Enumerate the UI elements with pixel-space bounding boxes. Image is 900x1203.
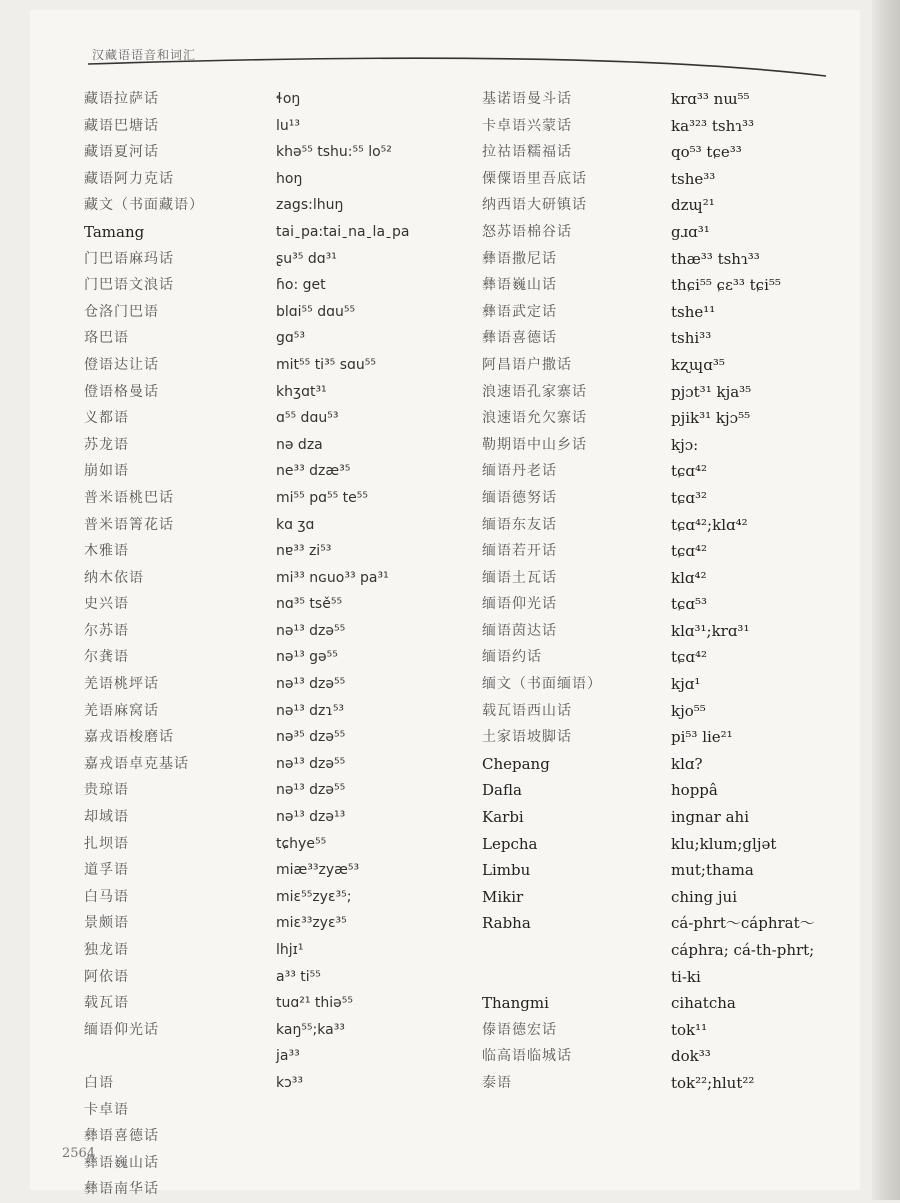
word-form: ɑ⁵⁵ dɑu⁵³ (276, 410, 339, 427)
language-name: 拉祜语糯福话 (482, 144, 572, 161)
word-form: tshe³³ (671, 169, 716, 188)
language-name: 嘉戎语卓克基话 (84, 755, 189, 772)
language-name: Thangmi (482, 994, 549, 1013)
word-form: taiˍpa:taiˍnaˍlaˍpa (276, 223, 410, 240)
language-name: 傈僳语里吾底话 (482, 170, 587, 187)
word-form: krɑ³³ nɯ⁵⁵ (671, 90, 750, 108)
language-name: Lepcha (482, 834, 538, 853)
language-name: 尔龚语 (84, 649, 129, 666)
language-name: 缅语仰光话 (84, 1021, 159, 1038)
word-form: tɕɑ⁴² (671, 542, 708, 561)
word-form: hoŋ (276, 170, 303, 187)
word-form: ne³³ dzæ³⁵ (276, 463, 351, 480)
word-form: kɔ³³ (276, 1074, 304, 1091)
word-form: klu;klum;gljət (671, 834, 777, 853)
language-name: Tamang (84, 222, 145, 241)
language-name: 仓洛门巴语 (84, 303, 159, 320)
word-form: nə¹³ dzə⁵⁵ (276, 782, 346, 799)
word-form: kɑ ʒɑ (276, 516, 315, 533)
word-form: thæ³³ tshɿ³³ (671, 249, 760, 268)
language-name: 义都语 (84, 410, 129, 427)
word-form: pjik³¹ kjɔ⁵⁵ (671, 409, 751, 428)
word-form: ti-ki (671, 967, 701, 986)
running-header: 汉藏语语音和词汇 (92, 48, 197, 62)
word-form: dzɰ²¹ (671, 196, 715, 215)
word-form: pi⁵³ lie²¹ (671, 728, 733, 747)
word-form: tuɑ²¹ thiə⁵⁵ (276, 995, 354, 1012)
language-name: Dafla (482, 781, 522, 800)
word-form: hoppâ (671, 781, 718, 800)
word-form: pjɔt³¹ kja³⁵ (671, 382, 752, 401)
language-name: 彝语巍山话 (482, 277, 557, 294)
word-form: tɕɑ³² (671, 488, 708, 507)
language-name: 泰语 (482, 1074, 512, 1091)
language-name: 缅语丹老话 (482, 463, 557, 480)
word-form: ɬoŋ (276, 91, 301, 107)
language-name: 贵琼语 (84, 782, 129, 799)
language-name: 彝语撒尼话 (482, 250, 557, 267)
language-name: 藏语夏河话 (84, 144, 159, 161)
word-form: ching jui (671, 887, 737, 906)
word-form: tɕhye⁵⁵ (276, 835, 327, 852)
language-name (482, 964, 662, 991)
word-form: miæ³³zyæ⁵³ (276, 862, 360, 879)
word-form: miɛ³³zyɛ³⁵ (276, 915, 347, 932)
language-name (84, 1043, 264, 1070)
header-rule (88, 48, 828, 88)
word-form: tshi³³ (671, 329, 712, 348)
word-column-left (276, 86, 476, 1097)
language-name: 缅语若开话 (482, 543, 557, 560)
word-form: nə³⁵ dzə⁵⁵ (276, 729, 346, 746)
word-form: cihatcha (671, 994, 736, 1013)
language-name: 羌语桃坪话 (84, 676, 159, 693)
word-form: cáphra; cá-th-phrt; (671, 941, 815, 959)
language-name: 载瓦语西山话 (482, 702, 572, 719)
word-form: ka³²³ tshɿ³³ (671, 116, 755, 135)
language-name: 缅文（书面缅语） (482, 676, 602, 693)
word-form: tɕɑ⁴²;klɑ⁴² (671, 515, 748, 534)
word-form: nə¹³ gə⁵⁵ (276, 649, 338, 666)
language-name: 阿依语 (84, 968, 129, 985)
word-form: tok²²;hlut²² (671, 1073, 755, 1092)
language-name: 卡卓语兴蒙话 (482, 117, 572, 134)
word-form: nɑ³⁵ tsě⁵⁵ (276, 596, 343, 613)
language-name: 土家语坡脚话 (482, 729, 572, 746)
word-form: kjo⁵⁵ (671, 701, 706, 720)
language-name: Karbi (482, 808, 524, 827)
language-name: 藏语巴塘话 (84, 117, 159, 134)
word-form: tshe¹¹ (671, 302, 716, 321)
language-name: 门巴语文浪话 (84, 277, 174, 294)
language-name: 傣语德宏话 (482, 1021, 557, 1038)
word-form: kjɔ: (671, 435, 699, 454)
word-form: ʂu³⁵ dɑ³¹ (276, 250, 337, 267)
language-name: 临高语临城话 (482, 1048, 572, 1065)
word-form: khə⁵⁵ tshu:⁵⁵ lo⁵² (276, 144, 392, 161)
language-name: 彝语喜德话 (482, 330, 557, 347)
language-name: 基诺语曼斗话 (482, 91, 572, 107)
language-name: 苏龙语 (84, 436, 129, 453)
word-form: mi⁵⁵ pɑ⁵⁵ te⁵⁵ (276, 489, 368, 506)
word-form: tɕɑ⁴² (671, 462, 708, 481)
language-name: 羌语麻窝话 (84, 702, 159, 719)
language-name: 纳木依语 (84, 569, 144, 586)
word-form: nə¹³ dzə⁵⁵ (276, 676, 346, 693)
word-form: mi³³ nɢuo³³ pa³¹ (276, 569, 389, 586)
word-form: klɑ³¹;krɑ³¹ (671, 621, 750, 640)
word-form: kaŋ⁵⁵;ka³³ (276, 1021, 345, 1038)
language-column-left (84, 86, 264, 1203)
word-form: nə¹³ dzə⁵⁵ (276, 755, 346, 772)
language-name: 缅语茵达话 (482, 622, 557, 639)
word-form: qo⁵³ tɕe³³ (671, 143, 742, 162)
word-form: mut;thama (671, 861, 754, 880)
language-name: 浪速语孔家寨话 (482, 383, 587, 400)
language-name: 独龙语 (84, 942, 129, 958)
word-form: kjɑ¹ (671, 675, 701, 694)
language-name: 彝语喜德话 (84, 1128, 159, 1145)
language-name: 纳西语大研镇话 (482, 197, 587, 214)
word-form: lhjɪ¹ (276, 942, 304, 958)
word-form: nə¹³ dzə¹³ (276, 809, 346, 826)
word-form: nə¹³ dzɿ⁵³ (276, 702, 345, 719)
language-name: 白马语 (84, 888, 129, 905)
language-name: 景颇语 (84, 915, 129, 932)
page-edge (872, 0, 900, 1200)
word-form: khʒɑt³¹ (276, 383, 327, 400)
language-name: 缅语土瓦话 (482, 569, 557, 586)
language-name: Chepang (482, 754, 550, 773)
language-name: 普米语箐花话 (84, 516, 174, 533)
language-column-right (482, 86, 662, 1097)
word-form: tok¹¹ (671, 1020, 708, 1039)
language-name: 木雅语 (84, 543, 129, 560)
word-form: zags:lhuŋ (276, 197, 344, 214)
language-name: Rabha (482, 914, 531, 933)
word-form: tɕɑ⁴² (671, 648, 708, 667)
word-form: nə dza (276, 436, 323, 453)
word-form: tɕɑ⁵³ (671, 595, 708, 614)
language-name: 阿昌语户撒话 (482, 356, 572, 373)
language-name: 浪速语允欠寨话 (482, 410, 587, 427)
language-name: 藏语拉萨话 (84, 91, 159, 107)
language-name: Mikir (482, 887, 524, 906)
language-name: 珞巴语 (84, 330, 129, 347)
language-name: 怒苏语棉谷话 (482, 223, 572, 240)
language-name: 勒期语中山乡话 (482, 436, 587, 453)
language-name: 僜语格曼话 (84, 383, 159, 400)
language-name: 缅语仰光话 (482, 596, 557, 613)
word-form: nə¹³ dzə⁵⁵ (276, 622, 346, 639)
word-form: blɑi⁵⁵ dɑu⁵⁵ (276, 303, 356, 320)
language-name: 却域语 (84, 809, 129, 826)
word-form: nɐ³³ zi⁵³ (276, 543, 332, 560)
word-form: miɛ⁵⁵zyɛ³⁵; (276, 888, 352, 905)
language-name (482, 937, 662, 964)
word-form: ɦo: get (276, 277, 326, 294)
language-name: 尔苏语 (84, 622, 129, 639)
language-name: 扎坝语 (84, 835, 129, 852)
page-number: 2564 (62, 1146, 96, 1161)
language-name: 僜语达让话 (84, 356, 159, 373)
language-name: 载瓦语 (84, 995, 129, 1012)
language-name: 崩如语 (84, 463, 129, 480)
language-name: 缅语东友话 (482, 516, 557, 533)
word-form: gɹɑ³¹ (671, 222, 710, 241)
word-form: lu¹³ (276, 117, 300, 134)
word-form: ja³³ (276, 1048, 300, 1065)
word-form: a³³ ti⁵⁵ (276, 968, 321, 985)
language-name: 彝语武定话 (482, 303, 557, 320)
language-name: 卡卓语 (84, 1101, 129, 1118)
word-column-right (671, 86, 851, 1097)
word-form: thɕi⁵⁵ ɕɛ³³ tɕi⁵⁵ (671, 276, 781, 295)
language-name: 缅语约话 (482, 649, 542, 666)
language-name: 彝语南华话 (84, 1181, 159, 1198)
language-name: Limbu (482, 861, 531, 880)
word-form: dok³³ (671, 1047, 711, 1066)
language-name: 藏文（书面藏语） (84, 197, 204, 214)
language-name: 白语 (84, 1074, 114, 1091)
word-form: klɑ⁴² (671, 568, 707, 587)
word-form: mit⁵⁵ ti³⁵ sɑu⁵⁵ (276, 356, 377, 373)
word-form: klɑ? (671, 754, 703, 773)
language-name: 藏语阿力克话 (84, 170, 174, 187)
language-name: 道孚语 (84, 862, 129, 879)
language-name: 缅语德努话 (482, 489, 557, 506)
language-name: 嘉戎语梭磨话 (84, 729, 174, 746)
word-form: ingnar ahi (671, 808, 750, 827)
word-form: gɑ⁵³ (276, 330, 305, 347)
language-name: 史兴语 (84, 596, 129, 613)
language-name: 普米语桃巴话 (84, 489, 174, 506)
word-form: kʐɰɑ³⁵ (671, 355, 725, 374)
language-name: 门巴语麻玛话 (84, 250, 174, 267)
language-name: 彝语巍山话 (84, 1154, 159, 1171)
word-form: cá-phrt～cáphrat～ (671, 914, 815, 933)
